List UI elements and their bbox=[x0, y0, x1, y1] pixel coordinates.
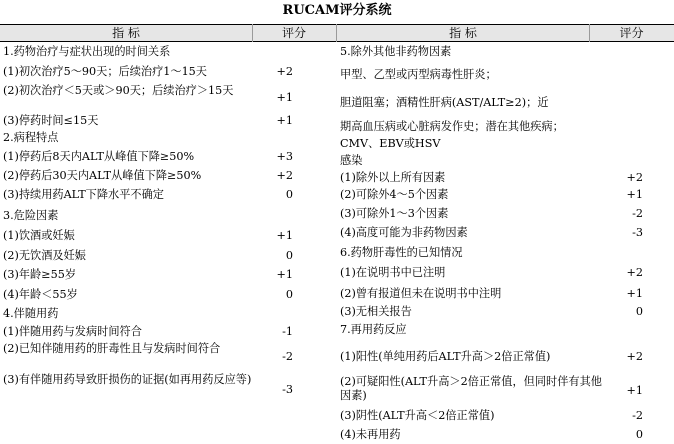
left-score: +2 bbox=[276, 65, 293, 78]
left-indicator-text: 3.危险因素 bbox=[3, 209, 59, 222]
right-row bbox=[337, 243, 674, 263]
right-row bbox=[337, 169, 674, 186]
left-score: +3 bbox=[276, 150, 293, 163]
right-score: +1 bbox=[626, 188, 643, 201]
left-row bbox=[0, 42, 336, 61]
left-row bbox=[0, 205, 336, 226]
right-indicator-text: (3)可除外1～3个因素 bbox=[340, 207, 449, 220]
right-indicator-text: (1)除外以上所有因素 bbox=[340, 171, 446, 184]
right-row bbox=[337, 42, 674, 61]
left-row bbox=[0, 305, 336, 322]
right-row bbox=[337, 136, 674, 152]
left-score: -3 bbox=[282, 383, 293, 396]
left-score: +2 bbox=[276, 169, 293, 182]
right-row bbox=[337, 223, 674, 243]
left-score: +1 bbox=[276, 229, 293, 242]
left-score: -1 bbox=[282, 325, 293, 338]
right-score: +2 bbox=[626, 171, 643, 184]
right-indicator-text: CMV、EBV或HSV bbox=[340, 137, 441, 150]
left-row bbox=[0, 166, 336, 185]
right-indicator-text: 感染 bbox=[340, 154, 363, 167]
left-score: 0 bbox=[285, 288, 293, 301]
right-indicator-text: 6.药物肝毒性的已知情况 bbox=[340, 246, 463, 259]
left-score: +1 bbox=[276, 91, 293, 104]
right-row bbox=[337, 204, 674, 223]
header-score-left: 评分 bbox=[281, 26, 306, 40]
left-row bbox=[0, 129, 336, 147]
table-header bbox=[0, 24, 674, 42]
right-row bbox=[337, 339, 674, 374]
right-indicator-text: 期高血压病或心脏病发作史；潜在其他疾病； bbox=[340, 120, 564, 133]
left-score: +1 bbox=[276, 114, 293, 127]
right-row bbox=[337, 283, 674, 304]
left-indicator-text: 2.病程特点 bbox=[3, 131, 59, 144]
left-indicator-text: (3)年龄≥55岁 bbox=[3, 268, 77, 281]
left-score: 0 bbox=[285, 249, 293, 262]
right-row bbox=[337, 117, 674, 136]
left-score: 0 bbox=[285, 188, 293, 201]
right-indicator-text: (1)在说明书中已注明 bbox=[340, 266, 446, 279]
left-indicator-text: (3)停药时间≤15天 bbox=[3, 114, 99, 127]
left-row bbox=[0, 226, 336, 246]
right-row bbox=[337, 407, 674, 425]
left-indicator-text: (2)无饮酒及妊娠 bbox=[3, 249, 86, 262]
left-row bbox=[0, 83, 336, 113]
right-indicator-text: (2)曾有报道但未在说明书中注明 bbox=[340, 287, 502, 300]
right-row bbox=[337, 186, 674, 204]
left-indicator-text: (3)持续用药ALT下降水平不确定 bbox=[3, 188, 164, 201]
right-indicator-text: (1)阳性(单纯用药后ALT升高＞2倍正常值) bbox=[340, 350, 551, 363]
right-score: +2 bbox=[626, 350, 643, 363]
right-score: 0 bbox=[635, 428, 643, 441]
right-indicator-text: (3)阴性(ALT升高＜2倍正常值) bbox=[340, 409, 495, 422]
right-row bbox=[337, 263, 674, 283]
right-row bbox=[337, 89, 674, 117]
header-indicator-left: 指 标 bbox=[112, 26, 140, 40]
left-row bbox=[0, 284, 336, 305]
left-row bbox=[0, 185, 336, 205]
left-indicator-text: (1)停药后8天内ALT从峰值下降≥50% bbox=[3, 150, 195, 163]
header-indicator-right: 指 标 bbox=[449, 26, 477, 40]
left-row bbox=[0, 113, 336, 129]
right-row bbox=[337, 61, 674, 89]
right-indicator-text: (2)可疑阳性(ALT升高＞2倍正常值，但同时伴有其他因素) bbox=[340, 375, 602, 402]
left-row bbox=[0, 61, 336, 83]
header-divider bbox=[589, 24, 590, 42]
left-indicator-text: (3)有伴随用药导致肝损伤的证据(如再用药反应等) bbox=[3, 373, 252, 386]
right-indicator-text: 7.再用药反应 bbox=[340, 323, 407, 336]
right-indicator-text: 5.除外其他非药物因素 bbox=[340, 45, 452, 58]
left-row bbox=[0, 246, 336, 265]
left-indicator-text: (4)年龄＜55岁 bbox=[3, 288, 78, 301]
left-row bbox=[0, 322, 336, 341]
right-indicator-text: (2)可除外4～5个因素 bbox=[340, 188, 449, 201]
right-indicator-text: 甲型、乙型或丙型病毒性肝炎； bbox=[340, 68, 497, 81]
left-indicator-text: (2)停药后30天内ALT从峰值下降≥50% bbox=[3, 169, 202, 182]
right-row bbox=[337, 320, 674, 339]
left-indicator-text: 1.药物治疗与症状出现的时间关系 bbox=[3, 45, 171, 58]
right-indicator-text: (3)无相关报告 bbox=[340, 305, 412, 318]
left-row bbox=[0, 147, 336, 166]
left-indicator-text: (1)伴随用药与发病时间符合 bbox=[3, 325, 142, 338]
right-indicator-text: (4)高度可能为非药物因素 bbox=[340, 226, 468, 239]
right-row bbox=[337, 374, 674, 407]
right-score: -3 bbox=[632, 226, 643, 239]
header-divider bbox=[336, 24, 337, 42]
right-score: -2 bbox=[632, 409, 643, 422]
header-score-right: 评分 bbox=[619, 26, 644, 40]
table-title: RUCAM评分系统 bbox=[282, 3, 392, 18]
right-row bbox=[337, 152, 674, 169]
right-indicator-text: (4)未再用药 bbox=[340, 428, 401, 441]
right-indicator-text: 胆道阻塞；酒精性肝病(AST/ALT≥2)；近 bbox=[340, 96, 549, 109]
left-indicator-text: (2)初次治疗＜5天或＞90天；后续治疗＞15天 bbox=[3, 84, 234, 97]
right-score: +1 bbox=[626, 384, 643, 397]
right-score: 0 bbox=[635, 305, 643, 318]
header-divider bbox=[252, 24, 253, 42]
left-indicator-text: 4.伴随用药 bbox=[3, 307, 59, 320]
right-score: +2 bbox=[626, 266, 643, 279]
right-score: +1 bbox=[626, 287, 643, 300]
left-score: -2 bbox=[282, 350, 293, 363]
left-row bbox=[0, 341, 336, 372]
left-indicator-text: (1)初次治疗5～90天；后续治疗1～15天 bbox=[3, 65, 207, 78]
right-score: -2 bbox=[632, 207, 643, 220]
left-indicator-text: (1)饮酒或妊娠 bbox=[3, 229, 75, 242]
left-indicator-text: (2)已知伴随用药的肝毒性且与发病时间符合 bbox=[3, 342, 221, 355]
left-row bbox=[0, 372, 336, 408]
right-row bbox=[337, 304, 674, 320]
right-row bbox=[337, 425, 674, 444]
left-row bbox=[0, 265, 336, 284]
left-score: +1 bbox=[276, 268, 293, 281]
